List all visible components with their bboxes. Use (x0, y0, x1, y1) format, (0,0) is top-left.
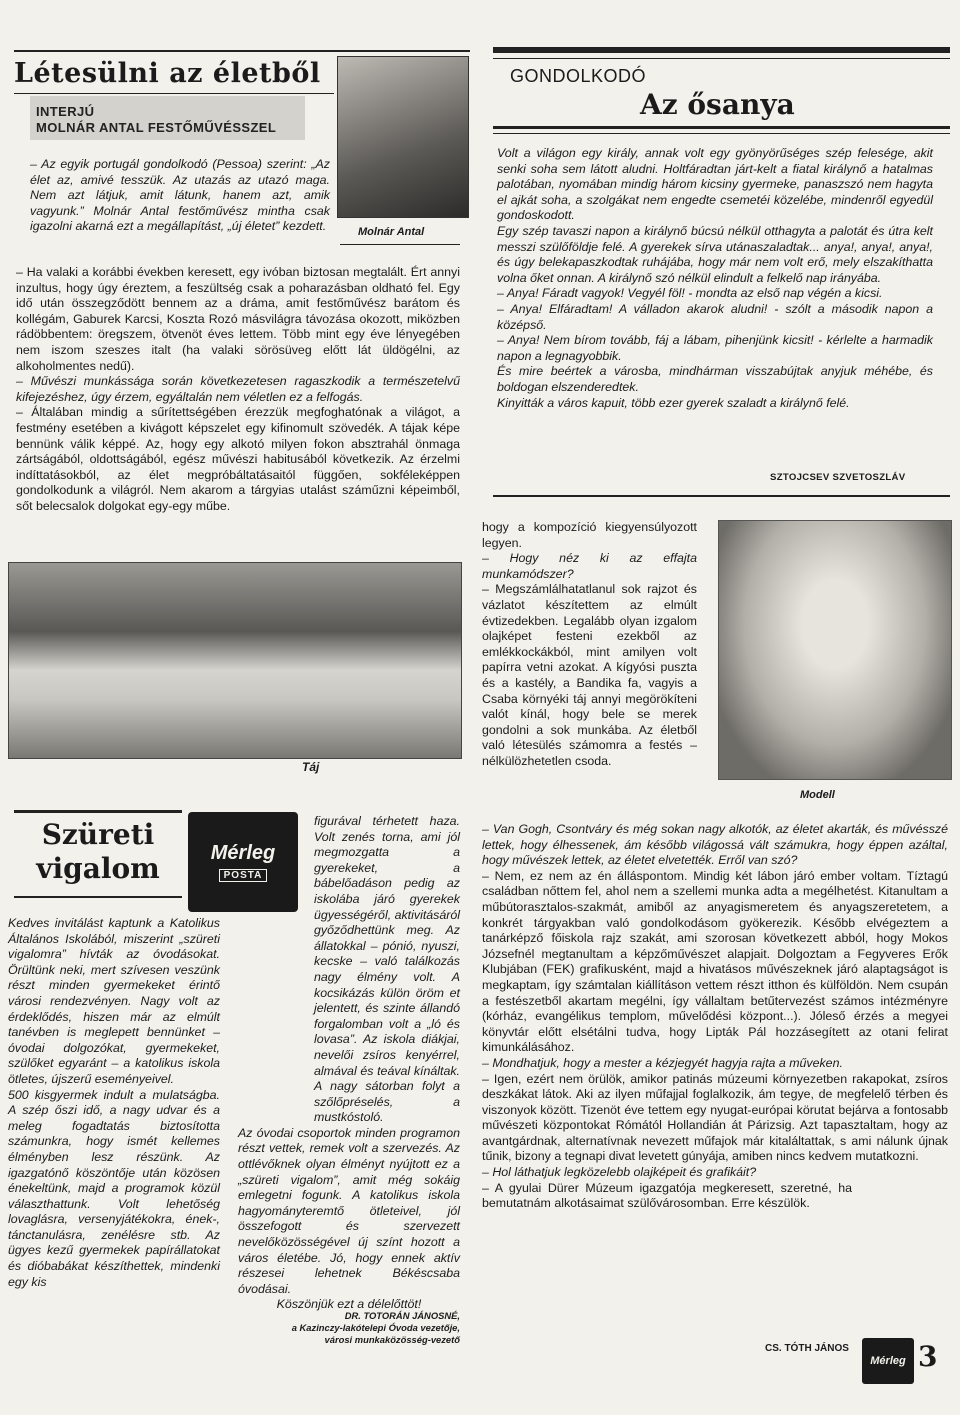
gondolkodo-title: Az ősanya (640, 88, 795, 121)
gondolkodo-bottom-rule (493, 495, 950, 497)
question-3: – Hogy néz ki az effajta munkamódszer? (482, 551, 697, 581)
interview-continuation-column (482, 520, 697, 770)
top-rule-left (14, 50, 470, 52)
szureti-para-2: 500 kisgyermek indult a mulatságba. A szép őszi idő, a nagy udvar és a meleg fogadtatás biztosította számunkra, hogy ismét kellemes élményben lesz részünk. Az igazgatónő köszöntője után közösen énekeltünk, majd a programok közül választhattunk. Volt lehetőség lovaglásra, versenyjátékokra, ének-, tánctanulásra, zenélésre stb. Az ügyes kezű gyermekek papírállatokat és dióbabákat készíthettek, mindenki egy kis (8, 1087, 220, 1289)
merleg-page-logo: Mérleg (862, 1338, 914, 1384)
answer-4: – Nem, ez nem az én álláspontom. Mindig két lábon járó ember voltam. Tíztagú családban nőttem fel, ahol nem a szellemi munka adta a megélhetést. Kitanultam a műbútorasztalos-szakmát, amiből az anyagismeretem és anyagszeretetem, a konkrét tárgyakban való gondolkodásom gyökerezik. Később elvégeztem a tanárképző főiskola rajz szakát, ami szorosan következett abból, hogy Mokos Józsefnél megtanultam a képzőművészet alapjait. Dolgoztam a Fegyveres Erők Klubjában (FEK) grafikusként, majd a hivatásos művészeknek járó alaptagságot is megkaptam, így számtalan kiállításon vettem részt itthon és külföldön. Nem csupán a festészetből akartam megélni, így vállaltam betűtervezést számos intézményre (kórház, evangélikus templom, művelődési központ...). Jóleső érzés a megyei könyvtár előtt elsétálni tudva, hogy Lipták Pál hozzásegített az otani felirat kimunkálásához. (482, 868, 948, 1055)
szureti-para-3: figurával térhetett haza. Volt zenés torna, ami jól megmozgatta a gyerekeket, a bábelőadáson pedig az iskolába járó gyerekek ügyességéről, aktivitásáról győződhettünk meg. Az állatokkal – pónió, nyuszi, kecske – való találkozás nagy élmény volt. A kocsikázás külön öröm et jelentett, és szinte állandó forgalomban volt a „ló és lovasa”. Az iskola diákjai, nevelői zsíros kenyérrel, almával és teával kínáltak. A nagy sátorban folyt a szőlőpréselés, a mustkóstoló. (314, 814, 461, 1125)
tale-para-1: Volt a világon egy király, annak volt egy gyönyörűséges szép felesége, akit senki soha sem látott aludni. Holtfáradtan járt-kelt a fiatal királynő a hatalmas palotában, nyomában mindig három kicsiny gyermeke, panaszszó nem hagyta el ajkát soha, a szolgákat nem engedte csemetéi közelébe, mindenről egyedül gondoskodott. (497, 146, 933, 223)
szureti-title (14, 818, 182, 886)
answer-2: – Általában mindig a sűrítettségében érezzük megfoghatónak a világot, a festmény esetében a kivágott képszelet egy kifinomult szövedék. A tájak képe bennünk válik képpé. Az, hogy egy alkotó milyen fokon absztrahál önmaga zártságából, oldottságából, egész művészi habitusából következik. Az érzelmi indíttatásokból, az élet megpróbáltatásaitól függően, sokféleképpen gondolkodunk a világról. Nem akarom a tárgyias utalást száműzni képeimből, sőt belecsalok dolgokat egy-egy műbe. (16, 405, 460, 513)
gondolkodo-title-rule (493, 126, 950, 129)
tale-para-4: – Anya! Elfáradtam! A válladon akarok aludni! - szólt a második napon a középső. (497, 301, 933, 332)
question-5: – Mondhatjuk, hogy a mester a kézjegyét hagyja rajta a műveken. (482, 1055, 843, 1070)
article-title: Létesülni az életből (14, 58, 321, 89)
szureti-title-line1: Szüreti (41, 818, 155, 851)
answer-3: – Megszámlálhatatlanul sok rajzot és vázlatot készítettem az elmúlt évtizedekben. Legalább olyan izgalom olajképet festeni ezekből az emlékkockákból, mint amilyen volt papírra vetni azokat. A kígyósi puszta és a kastély, a Bandika fa, vagyis a Csaba környéki táj annyi megörökíteni valót kínál, hogy bele se merek gondolni a sok munkába. Az életből való létesülés számomra a festés – nélkülözhetetlen csoda. (482, 582, 697, 768)
caption-rule (340, 244, 460, 245)
szureti-column-left (8, 916, 220, 1290)
intro-text: – Az egyik portugál gondolkodó (Pessoa) szerint: „Az élet az, amivé tesszük. Az utazás az utazó maga. Nem azt látjuk, amit látunk, hanem azt, amik vagyunk.” Molnár Antal festőművész mintha csak igazolni akarná ezt a megállapítást, „új életet” kezdett. (30, 157, 330, 234)
answer-cont: hogy a kompozíció kiegyensúlyozott legyen. (482, 520, 697, 550)
szureti-bottom-rule (14, 896, 182, 898)
signature-name: DR. TOTORÁN JÁNOSNÉ, (344, 1310, 460, 1321)
portrait-caption: Molnár Antal (358, 226, 425, 238)
question-2: – Művészi munkássága során következetesen ragaszkodik a természetelvű kifejezéshez, úgy érzem, egyáltalán nem véletlen ez a felfogás. (16, 374, 460, 404)
interview-wide-column (482, 822, 948, 1212)
gondolkodo-text (497, 146, 933, 411)
portrait-photo (337, 56, 469, 218)
signature-role: a Kazinczy-lakótelepi Óvoda vezetője, (291, 1322, 460, 1333)
tale-author: SZTOJCSEV SZVETOSZLÁV (770, 472, 906, 483)
gondolkodo-top-bar (493, 47, 950, 53)
interview-label: INTERJÚ (36, 104, 95, 119)
modell-drawing (718, 520, 952, 780)
question-4: – Van Gogh, Csontváry és még sokan nagy alkotók, az életet akarták, és művésszé lettek, hogy élhessenek, ám később világossá vált számukra, hogy éppen azáltal, hogy művészek lettek, az életet elvetették. Erről van szó? (482, 822, 948, 868)
landscape-painting (8, 562, 462, 759)
interview-label-box (30, 96, 305, 140)
title-underline (14, 93, 334, 94)
tale-para-2: Egy szép tavaszi napon a királynő búcsú nélkül otthagyta a palotát és útra kelt messzi szülőföldje felé. A gyerekek sírva utánaszaladtak... anya!, anya!, anya!, és úgy belekapaszkodtak ruhájába, hogy már nem volt erő, mely elszakíthatta volna őket onnan. A királynő szó nélkül elindult a felkelő nap irányába. (497, 223, 933, 285)
szureti-signature (238, 1310, 460, 1346)
szureti-thanks: Köszönjük ezt a délelőttöt! (276, 1297, 422, 1312)
modell-caption: Modell (800, 789, 835, 801)
tale-para-7: Kinyitták a város kapuit, több ezer gyerek szaladt a királynő felé. (497, 395, 850, 410)
interviewee-label: MOLNÁR ANTAL FESTŐMŰVÉSSZEL (36, 120, 277, 135)
gondolkodo-title-rule-2 (493, 133, 950, 134)
merleg-logo-text: Mérleg (210, 842, 276, 864)
answer-5: – Igen, ezért nem örülök, amikor patinás múzeumi környezetben rakapokat, zsíros deszkákat látok. Aki az ilyen műfajjal foglalkozik, ám tegye, de megfelelő térben és viszonyok között. Tizenöt éve tettem egy nyugat-európai körutat bejárva a fontosabb művészeti központokat Rómától Hollandián át Párizsig. Azt tapasztaltam, hogy az avantgárdnak, alternatívnak nevezett műfajok már kitaláltattak, s ami nálunk újnak tűnik, bizony a tegnapi divat levetett gúnyája, amiben nincs kedvem mutatkozni. (482, 1071, 948, 1164)
intro-paragraph (30, 157, 330, 235)
szureti-column-right (238, 814, 460, 1313)
gondolkodo-top-line (493, 58, 950, 59)
szureti-top-rule (14, 810, 182, 813)
answer-1: – Ha valaki a korábbi években keresett, egy ivóban biztosan megtalált. Ért annyi inzultus, hogy úgy éreztem, a feszültség csak a poharazásban oldható fel. Egy idő után összegződött bennem az a dráma, amit festőművész barátom és kollégám, Gaburek Karcsi, Koszta Rozó másvilágra távozása okozott, miközben rádöbbentem: öregszem, ötvenöt éves lettem. Több mint egy éve lényegében nem iszom szeszes italt (ha valaki sörösüveg előtt lát üldögélni, az alkoholmentes nedű). (16, 265, 460, 373)
interview-body (16, 265, 460, 515)
tale-para-6: És mire beértek a városba, mindhárman visszabújtak anyjuk méhébe, és boldogan elszenderedtek. (497, 364, 933, 394)
page-number: 3 (918, 1340, 938, 1373)
szureti-para-1: Kedves invitálást kaptunk a Katolikus Általános Iskolából, miszerint „szüreti vigalomra” hívták az óvodásokat. Örültünk neki, mert szívesen veszünk részt minden gyermekeket érintő városi rendezvényen. Nagy volt az érdeklődés, hiszen már az elmúlt tanévben is meglepett bennünket – óvodai dolgozókat, gyermekeket, szülőket egyaránt – a katolikus iskola ötletes, újszerű eseményeivel. (8, 916, 220, 1086)
signature-role-2: városi munkaközösség-vezető (324, 1334, 460, 1345)
tale-para-5: – Anya! Nem bírom tovább, fáj a lábam, pihenjünk kicsit! - kérlelte a harmadik napon a legnagyobbik. (497, 333, 933, 363)
question-6: – Hol láthatjuk legközelebb olajképeit és grafikáit? (482, 1165, 757, 1180)
szureti-para-4: Az óvodai csoportok minden programon részt vettek, remek volt a szervezés. Az ottlévőknek olyan élményt nyújtott ez a „szüreti vigalom”, amit még sokáig emlegetni fogunk. A katolikus iskola hagyományteremtő ötleteivel, jól összefogott és szervezett nevelőközösségével új színt hozott a város életébe. Jó, hogy ennek aktív részesei lehetnek Békéscsaba óvodásai. (238, 1125, 460, 1296)
posta-logo-text: POSTA (219, 869, 268, 882)
answer-6: – A gyulai Dürer Múzeum igazgatója megkeresett, szeretné, ha bemutatnám alkotásaimat szülővárosomban. Erre készülök. (482, 1180, 852, 1211)
section-kicker: GONDOLKODÓ (510, 66, 647, 86)
interview-author: CS. TÓTH JÁNOS (765, 1343, 849, 1354)
painting-caption: Táj (302, 760, 320, 774)
szureti-title-line2: vigalom (36, 852, 160, 885)
tale-para-3: – Anya! Fáradt vagyok! Vegyél föl! - mondta az első nap végén a kicsi. (497, 286, 883, 301)
